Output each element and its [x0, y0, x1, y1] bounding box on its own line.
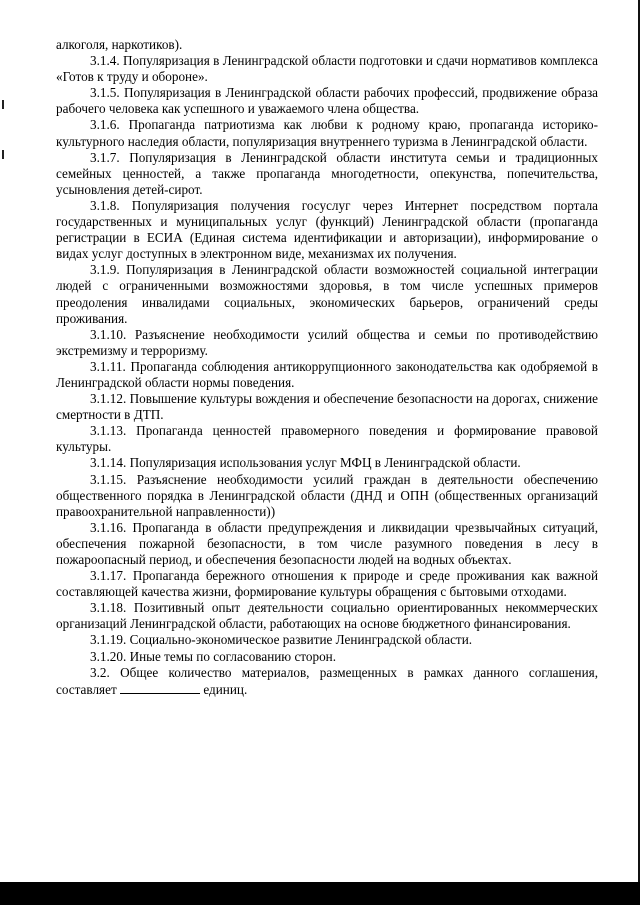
paragraph-number: 3.1.10. — [90, 326, 127, 342]
paragraph-3-1-11 — [56, 359, 598, 391]
paragraph-text: Пропаганда в области предупреждения и ликвидации чрезвычайных ситуаций, обеспечения пожарной безопасности, в том числе разумного поведения в лесу в пожароопасный период, и обеспечения безопасности людей на водных объектах. — [56, 519, 598, 567]
paragraph-continuation: алкоголя, наркотиков). — [56, 37, 183, 52]
paragraph-3-1-15 — [56, 472, 598, 520]
scan-bottom-border — [0, 882, 640, 905]
paragraph-text: Популяризация в Ленинградской области возможностей социальной интеграции людей с ограниченными возможностями здоровья, в том числе успешных примеров преодоления инвалидами социальных, экономических барьеров, ограничений среды проживания. — [56, 262, 598, 326]
paragraph-3-1-4 — [56, 53, 598, 85]
paragraph-text: Повышение культуры вождения и обеспечение безопасности на дорогах, снижение смертности в ДТП. — [56, 391, 598, 423]
paragraph-number: 3.1.19. — [90, 632, 127, 648]
paragraph-number: 3.1.4. — [90, 53, 120, 69]
paragraph-number: 3.1.14. — [90, 455, 127, 471]
paragraph-text: Пропаганда бережного отношения к природе и среде проживания как важной составляющей качества жизни, формирование культуры обращения с бытовыми отходами. — [56, 568, 599, 600]
paragraph-text: Популяризация получения госуслуг через Интернет посредством портала государственных и муниципальных услуг (функций) Ленинградской области (пропаганда регистрации в ЕСИА (Единая система идентификации и авторизации), информирование о видах услуг доступных в электронном виде, механизмах их получения. — [56, 197, 599, 262]
fill-in-blank — [120, 681, 200, 694]
paragraph-3-1-10 — [56, 327, 598, 359]
paragraph-number: 3.2. — [90, 664, 110, 680]
scan-edge-mark — [2, 100, 4, 109]
paragraph-number: 3.1.9. — [90, 262, 120, 278]
paragraph-number: 3.1.20. — [90, 648, 127, 664]
paragraph-text: Популяризация в Ленинградской области института семьи и традиционных семейных ценностей, а также пропаганда многодетности, опекунства, попечительства, усыновления детей-сирот. — [56, 149, 598, 197]
paragraph-number: 3.1.6. — [90, 117, 120, 133]
paragraph-3-1-17 — [56, 568, 598, 600]
paragraph-3-2 — [56, 665, 598, 698]
paragraph-number: 3.1.12. — [90, 391, 127, 407]
paragraph-text: Популяризация в Ленинградской области рабочих профессий, продвижение образа рабочего человека как успешного и уважаемого члена общества. — [56, 85, 599, 117]
paragraph-text: Иные темы по согласованию сторон. — [129, 648, 337, 664]
paragraph-number: 3.1.11. — [90, 358, 126, 374]
paragraph-text: Разъяснение необходимости усилий граждан в деятельности обеспечению общественного порядка в Ленинградской области (ДНД и ОПН (общественных организаций правоохранительной направленности)) — [56, 471, 598, 519]
paragraph-text: Социально-экономическое развитие Ленинградской области. — [129, 632, 473, 648]
paragraph-number: 3.1.13. — [90, 423, 127, 439]
paragraph-tail: единиц. — [203, 681, 248, 697]
paragraph-text: Позитивный опыт деятельности социально ориентированных некоммерческих организаций Ленинградской области, работающих на основе бюджетного финансирования. — [56, 600, 598, 632]
paragraph-number: 3.1.7. — [90, 149, 120, 165]
paragraph-3-1-14 — [56, 455, 598, 471]
paragraph-3-1-16 — [56, 520, 598, 568]
paragraph-text: Пропаганда ценностей правомерного поведения и формирование правовой культуры. — [56, 423, 598, 455]
paragraph-text: Общее количество материалов, размещенных в рамках данного соглашения, составляет — [56, 664, 598, 697]
paragraph-3-1-19 — [56, 632, 598, 648]
paragraph-text: Популяризация в Ленинградской области подготовки и сдачи нормативов комплекса «Готов к труду и обороне». — [56, 53, 599, 85]
paragraph-number: 3.1.15. — [90, 471, 127, 487]
paragraph-number: 3.1.18. — [90, 600, 127, 616]
paragraph-3-1-12 — [56, 391, 598, 423]
paragraph-number: 3.1.16. — [90, 519, 127, 535]
paragraph-text: Популяризация использования услуг МФЦ в Ленинградской области. — [129, 455, 521, 471]
paragraph-3-1-5 — [56, 85, 598, 117]
paragraph-text: Пропаганда патриотизма как любви к родному краю, пропаганда историко-культурного наследия области, популяризация внутреннего туризма в Ленинградской области. — [56, 117, 599, 149]
paragraph-3-1-20 — [56, 649, 598, 665]
paragraph-number: 3.1.5. — [90, 85, 120, 101]
paragraph-text: Разъяснение необходимости усилий общества и семьи по противодействию экстремизму и терроризму. — [56, 326, 598, 358]
paragraph-number: 3.1.8. — [90, 197, 120, 213]
paragraph-3-1-13 — [56, 423, 598, 455]
paragraph-3-1-9 — [56, 262, 598, 326]
paragraph-number: 3.1.17. — [90, 568, 127, 584]
scan-edge-mark — [2, 150, 4, 159]
paragraph-3-1-8 — [56, 198, 598, 262]
paragraph-3-1-7 — [56, 150, 598, 198]
paragraph-text: Пропаганда соблюдения антикоррупционного законодательства как одобряемой в Ленинградской области нормы поведения. — [56, 358, 598, 390]
document-body — [56, 37, 598, 698]
paragraph-3-1-18 — [56, 600, 598, 632]
paragraph-3-1-6 — [56, 117, 598, 149]
